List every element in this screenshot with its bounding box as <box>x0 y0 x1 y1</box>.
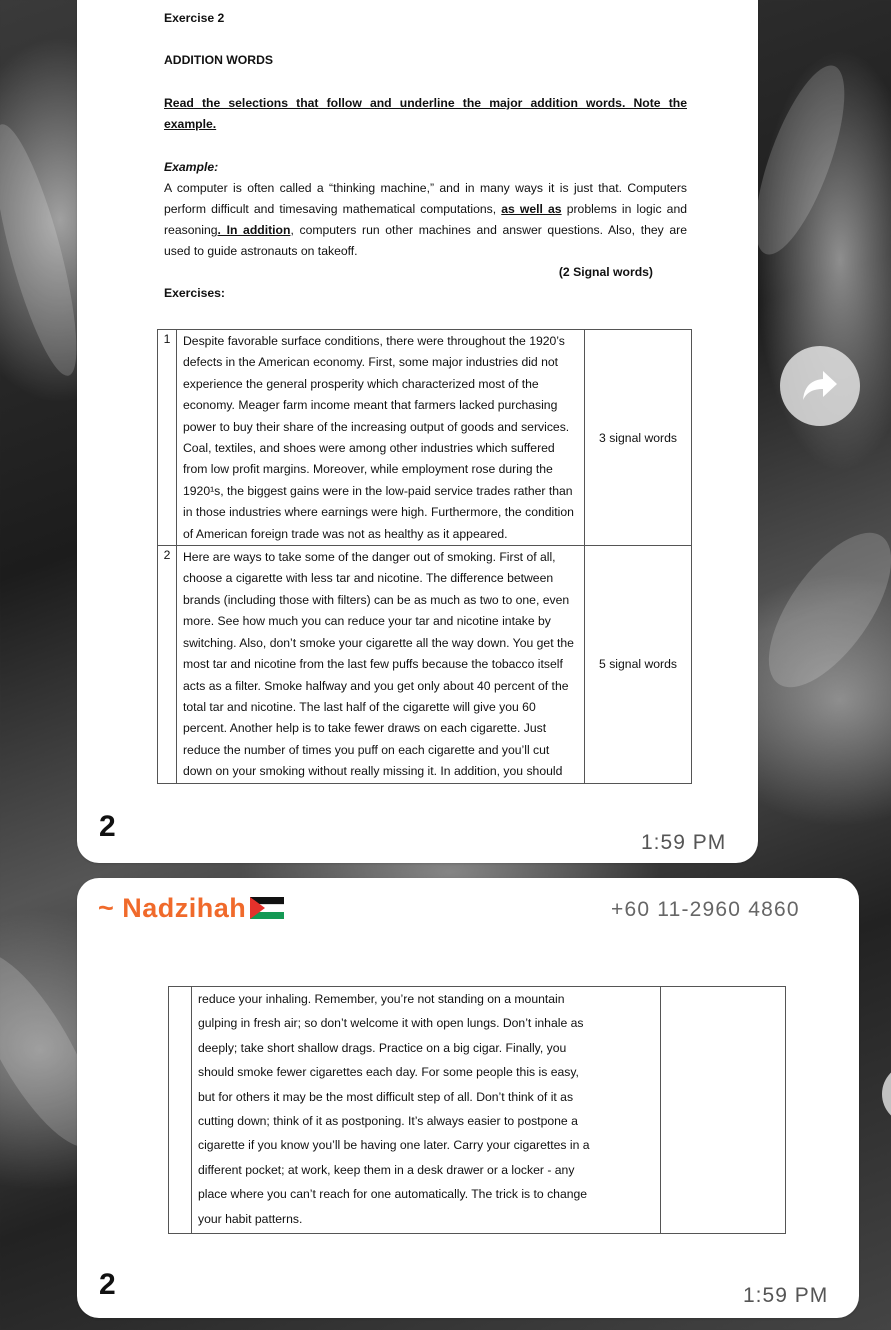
section-title: ADDITION WORDS <box>164 53 274 67</box>
row-text: Despite favorable surface conditions, there were throughout the 1920’s defects in the American economy. First, some major industries did not experience the general prosperity which characterized most of the economy. Meager farm income meant that farmers lacked purchasing power to buy their share of the increasing output of goods and services. Coal, textiles, and shoes were among other industries which suffered from low profit margins. Moreover, while employment rose during the 1920¹s, the biggest gains were in the low-paid service trades rather than in those industries where earnings were high. Furthermore, the condition of American foreign trade was not as healthy as it appeared. <box>177 330 585 546</box>
sender-name[interactable]: ~ Nadzihah <box>98 893 284 924</box>
scroll-edge-button[interactable] <box>882 1064 891 1124</box>
exercise-table-continued <box>168 986 786 1234</box>
example-line-1: A computer is often called a “thinking machine,” and in many ways it is just that. Computers <box>164 181 687 195</box>
example-label: Example: <box>164 160 219 174</box>
forward-arrow-icon <box>801 369 839 403</box>
row-signal-count <box>661 987 786 1234</box>
sender-phone[interactable]: +60 11-2960 4860 <box>611 898 800 921</box>
row-number <box>169 987 192 1234</box>
row-number: 2 <box>158 546 177 783</box>
message-bubble-document-1[interactable] <box>77 0 758 863</box>
instruction-line-1: Read the selections that follow and underline the major addition words. Note the <box>164 96 687 110</box>
page-count: 2 <box>99 1268 116 1301</box>
exercise-heading: Exercise 2 <box>164 11 225 25</box>
table-row <box>169 987 786 1234</box>
table-row <box>158 330 692 546</box>
forward-button[interactable] <box>780 346 860 426</box>
instruction-line-2: example. <box>164 117 217 131</box>
exercises-label: Exercises: <box>164 286 225 300</box>
table-row <box>158 546 692 783</box>
example-line-2: perform difficult and timesaving mathematical computations, as well as problems in logic and <box>164 202 688 216</box>
signal-note: (2 Signal words) <box>558 265 653 279</box>
row-signal-count: 3 signal words <box>585 330 692 546</box>
exercise-table <box>157 329 692 784</box>
palestine-flag-icon <box>250 897 284 919</box>
example-line-3: reasoning. In addition, computers run other machines and answer questions. Also, they are <box>164 223 687 237</box>
underlined-signal-word: as well as <box>501 202 562 216</box>
example-line-4: used to guide astronauts on takeoff. <box>164 244 358 258</box>
message-bubble-document-2[interactable] <box>77 878 859 1318</box>
underlined-signal-word: . In addition <box>217 223 291 237</box>
row-number: 1 <box>158 330 177 546</box>
message-time: 1:59 PM <box>743 1284 829 1307</box>
row-text: Here are ways to take some of the danger out of smoking. First of all, choose a cigarette with less tar and nicotine. The difference between brands (including those with filters) can be as much as two to one, even more. See how much you can reduce your tar and nicotine intake by switching. Also, don’t smoke your cigarette all the way down. You get the most tar and nicotine from the last few puffs because the tobacco itself acts as a filter. Smoke halfway and you get only about 40 percent of the total tar and nicotine. The last half of the cigarette will give you 60 percent. Another help is to take fewer draws on each cigarette. Just reduce the number of times you puff on each cigarette and you’ll cut down on your smoking without really missing it. In addition, you should <box>177 546 585 783</box>
row-text: reduce your inhaling. Remember, you’re not standing on a mountain gulping in fresh air; so don’t welcome it with open lungs. Don’t inhale as deeply; take short shallow drags. Practice on a big cigar. Finally, you should smoke fewer cigarettes each day. For some people this is easy, but for others it may be the most difficult step of all. Don’t think of it as cutting down; think of it as postponing. It’s always easier to postpone a cigarette if you know you’ll be having one later. Carry your cigarettes in a different pocket; at work, keep them in a desk drawer or a locker - any place where you can’t reach for one automatically. The trick is to change your habit patterns. <box>192 987 661 1234</box>
row-signal-count: 5 signal words <box>585 546 692 783</box>
document-page <box>164 8 687 304</box>
message-time: 1:59 PM <box>641 831 727 854</box>
page-count: 2 <box>99 810 116 843</box>
